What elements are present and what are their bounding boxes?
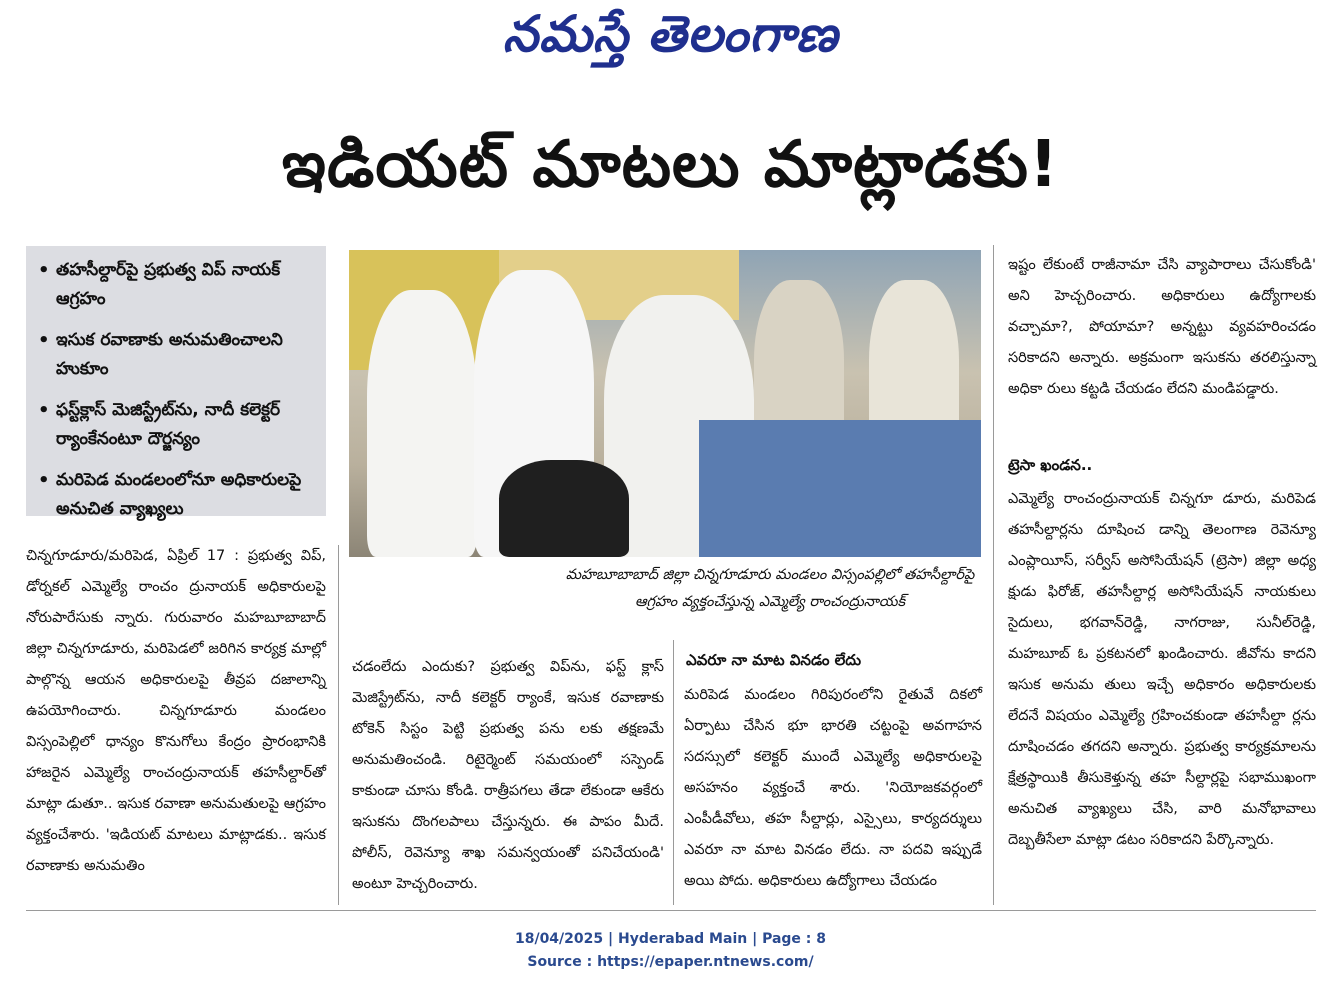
bullet-icon: • <box>38 400 50 421</box>
divider <box>26 910 1316 911</box>
highlight-text: తహసీల్దార్‌పై ప్రభుత్వ విప్ నాయక్ ఆగ్రహం <box>56 260 281 309</box>
bullet-icon: • <box>38 260 50 281</box>
newspaper-masthead: నమస్తే తెలంగాణ <box>502 4 839 63</box>
section-subhead: ట్రెసా ఖండన.. <box>1008 456 1093 474</box>
footer-date-edition: 18/04/2025 | Hyderabad Main | Page : 8 <box>514 931 827 947</box>
bullet-icon: • <box>38 330 50 351</box>
photo-table <box>699 420 981 557</box>
highlight-item <box>38 396 318 454</box>
article-column-4-top: ఇష్టం లేకుంటే రాజీనామా చేసి వ్యాపారాలు చేసుకోండి' అని హెచ్చరించారు. అధికారులు ఉద్యోగాలకు వచ్చామా?, పోయామా? అన్నట్టు వ్యవహరించడం సరికాదని అన్నారు. అక్రమంగా ఇసుకను తరలిస్తున్నా అధికా రులు కట్టడి చేయడం లేదని మండిపడ్డారు. <box>1008 257 1316 397</box>
column-divider <box>673 640 674 905</box>
bullet-icon: • <box>38 470 50 491</box>
highlights-box <box>26 246 326 519</box>
highlight-text: ఫస్ట్‌క్లాస్ మెజిస్ట్రేట్‌ను, నాదీ కలెక్టర్ ర్యాంకేనంటూ దౌర్జన్యం <box>56 400 281 449</box>
column-divider <box>338 545 339 905</box>
article-column-1: చిన్నగూడూరు/మరిపెడ, ఏప్రిల్ 17 : ప్రభుత్వ విప్, డోర్నకల్ ఎమ్మెల్యే రాంచం ద్రునాయక్ అధికారులపై నోరుపారేసుకు న్నారు. గురువారం మహబూబాబాద్ జిల్లా చిన్నగూడూరు, మరిపెడలో జరిగిన కార్యక్ర మాల్లో పాల్గొన్న ఆయన అధికారులపై తీవ్రప దజాలాన్ని ఉపయోగించారు. చిన్నగూడూరు మండలం విస్సంపెల్లిలో ధాన్యం కొనుగోలు కేంద్రం ప్రారంభానికి హాజరైన ఎమ్మెల్యే రాంచంద్రునాయక్ తహసీల్దార్‌తో మాట్లా డుతూ.. ఇసుక రవాణా అనుమతులపై ఆగ్రహం వ్యక్తంచేశారు. 'ఇడియట్ మాటలు మాట్లాడకు.. ఇసుక రవాణాకు అనుమతిం <box>26 548 326 874</box>
photo-person <box>367 290 477 557</box>
highlight-item <box>38 256 318 314</box>
highlight-text: ఇసుక రవాణాకు అనుమతించాలని హుకూం <box>56 330 283 379</box>
photo-person <box>499 460 629 557</box>
photo-caption: మహబూబాబాద్ జిల్లా చిన్నగూడూరు మండలం విస్సంపల్లిలో తహసీల్దార్‌పై ఆగ్రహం వ్యక్తంచేస్తున్న ఎమ్మెల్యే రాంచంద్రునాయక్ <box>565 567 975 610</box>
highlight-item <box>38 326 318 384</box>
column-divider <box>993 245 994 905</box>
section-subhead: ఎవరూ నా మాట వినడం లేదు <box>686 651 862 669</box>
footer-source-link[interactable]: Source : https://epaper.ntnews.com/ <box>527 954 814 970</box>
highlight-text: మరిపెడ మండలంలోనూ అధికారులపై అనుచిత వ్యాఖ్యలు <box>56 470 302 519</box>
article-column-4-bottom: ఎమ్మెల్యే రాంచంద్రునాయక్ చిన్నగూ డూరు, మరిపెడ తహసీల్దార్లను దూషించ డాన్ని తెలంగాణ రెవెన్యూ ఎంప్లాయీస్, సర్వీస్ అసోసియేషన్ (ట్రెసా) జిల్లా అధ్య క్షుడు ఫిరోజ్, తహసీల్దార్ల అసోసియేషన్ నాయకులు సైదులు, భగవాన్‌రెడ్డి, నాగరాజు, సునీల్‌రెడ్డి, మహబూబ్ ఓ ప్రకటనలో ఖండించారు. జీవోను కాదని ఇసుక అనుమ తులు ఇచ్చే అధికారం అధికారులకు లేదనే విషయం ఎమ్మెల్యే గ్రహించకుండా తహసీల్దా ర్లను దూషించడం తగదని అన్నారు. ప్రభుత్వ కార్యక్రమాలను క్షేత్రస్థాయికి తీసుకెళ్తున్న తహ సీల్దార్లపై సభాముఖంగా అనుచిత వ్యాఖ్యలు చేసి, వారి మనోభావాలు దెబ్బతీసేలా మాట్లా డటం సరికాదని పేర్కొన్నారు. <box>1008 491 1316 848</box>
article-headline: ఇడియట్ మాటలు మాట్లాడకు! <box>281 128 1060 202</box>
article-column-3: మరిపెడ మండలం గిరిపురంలోని రైతువే దికలో ఏర్పాటు చేసిన భూ భారతి చట్టంపై అవగాహన సదస్సులో కలెక్టర్ ముందే ఎమ్మెల్యే అధికారులపై అసహనం వ్యక్తంచే శారు. 'నియోజకవర్గంలో ఎంపీడీవోలు, తహ సీల్దార్లు, ఎస్సైలు, కార్యదర్శులు ఎవరూ నా మాట వినడం లేదు. నా పదవి ఇప్పుడే అయి పోదు. అధికారులు ఉద్యోగాలు చేయడం <box>684 687 982 889</box>
news-photo <box>349 250 981 557</box>
article-column-2: చడంలేదు ఎందుకు? ప్రభుత్వ విప్‌ను, ఫస్ట్ క్లాస్ మెజిస్ట్రేట్‌ను, నాదీ కలెక్టర్ ర్యాంకే, ఇసుక రవాణాకు టోకెన్ సిస్టం పెట్టి ప్రభుత్వ పను లకు తక్షణమే అనుమతించండి. రిటైర్మెంట్ సమయంలో సస్పెండ్ కాకుండా చూసు కోండి. రాత్రీపగలు తేడా లేకుండా ఆకేరు ఇసుకను దొంగలపాలు చేస్తున్నరు. ఈ పాపం మీదే. పోలీస్, రెవెన్యూ శాఖ సమన్వయంతో పనిచేయండి' అంటూ హెచ్చరించారు. <box>352 659 664 892</box>
highlight-item <box>38 466 318 524</box>
